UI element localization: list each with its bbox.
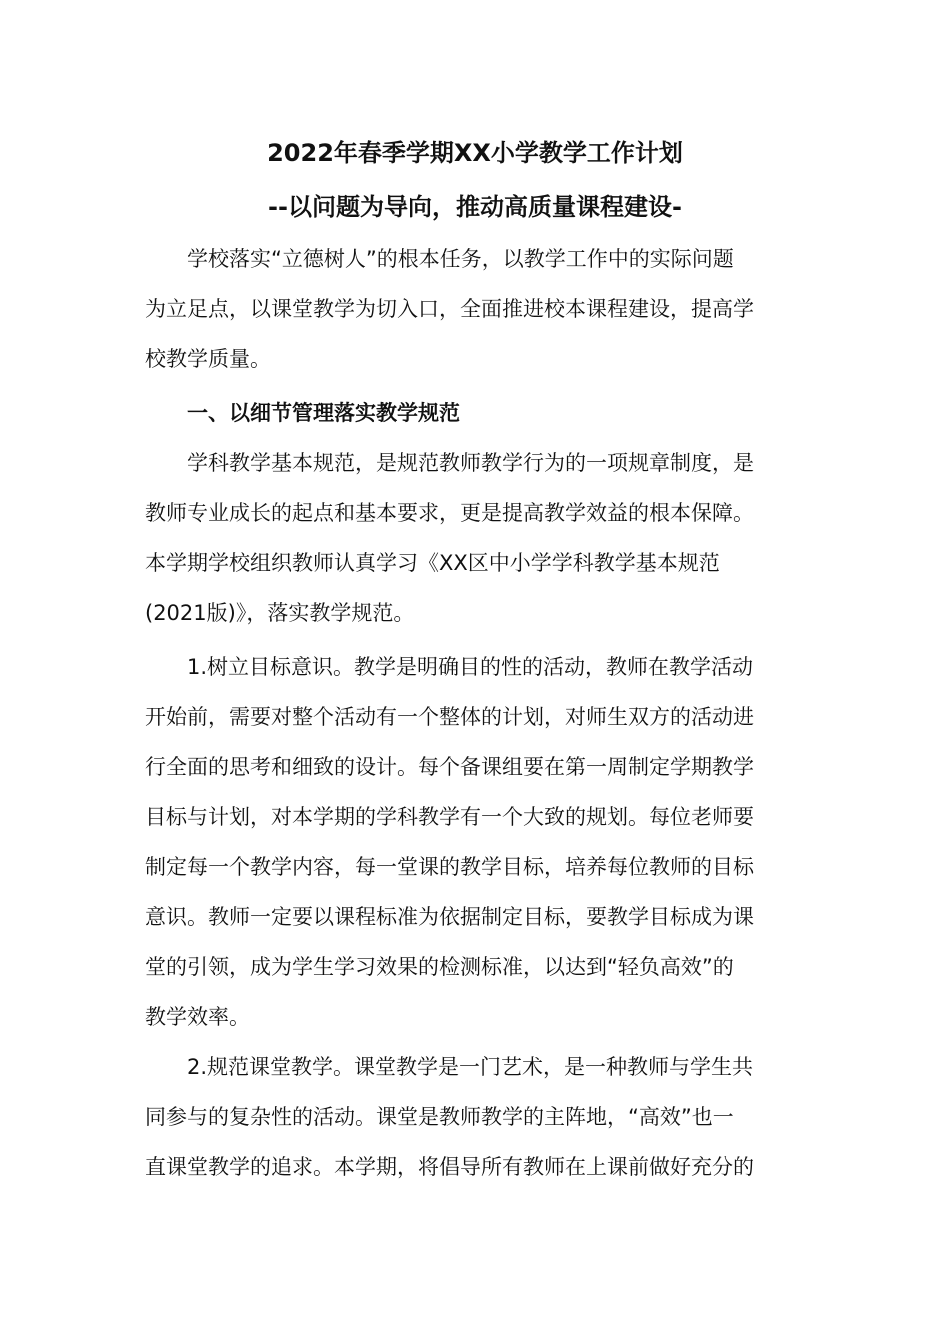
paragraph-standards: [145, 438, 795, 638]
paragraph-line: 行全面的思考和细致的设计。每个备课组要在第一周制定学期教学: [145, 755, 754, 779]
paragraph-line: 本学期学校组织教师认真学习《XX区中小学学科教学基本规范: [145, 551, 720, 575]
paragraph-intro: [145, 234, 795, 384]
paragraph-line: (2021版)》，落实教学规范。: [145, 601, 415, 625]
paragraph-line: 校教学质量。: [145, 347, 271, 371]
paragraph-goal-awareness: [145, 642, 795, 1042]
document-title: 2022年春季学期XX小学教学工作计划: [267, 139, 683, 167]
paragraph-line: 教学效率。: [145, 1005, 250, 1029]
paragraph-classroom-teaching: [145, 1042, 795, 1192]
paragraph-line: 教师专业成长的起点和基本要求，更是提高教学效益的根本保障。: [145, 501, 754, 525]
paragraph-line: 同参与的复杂性的活动。课堂是教师教学的主阵地，“高效”也一: [145, 1105, 734, 1129]
paragraph-line: 学校落实“立德树人”的根本任务，以教学工作中的实际问题: [187, 247, 734, 271]
document-subtitle: --以问题为导向，推动高质量课程建设-: [268, 193, 682, 221]
paragraph-line: 开始前，需要对整个活动有一个整体的计划，对师生双方的活动进: [145, 705, 754, 729]
paragraph-line: 意识。教师一定要以课程标准为依据制定目标，要教学目标成为课: [145, 905, 754, 929]
paragraph-line: 为立足点，以课堂教学为切入口，全面推进校本课程建设，提高学: [145, 297, 754, 321]
paragraph-line: 直课堂教学的追求。本学期，将倡导所有教师在上课前做好充分的: [145, 1155, 754, 1179]
paragraph-line: 目标与计划，对本学期的学科教学有一个大致的规划。每位老师要: [145, 805, 754, 829]
paragraph-line: 制定每一个教学内容，每一堂课的教学目标，培养每位教师的目标: [145, 855, 754, 879]
section-heading: 一、以细节管理落实教学规范: [187, 401, 460, 425]
paragraph-line: 堂的引领，成为学生学习效果的检测标准，以达到“轻负高效”的: [145, 955, 734, 979]
paragraph-line: 1.树立目标意识。教学是明确目的性的活动，教师在教学活动: [187, 655, 754, 679]
paragraph-line: 学科教学基本规范，是规范教师教学行为的一项规章制度，是: [187, 451, 754, 475]
paragraph-line: 2.规范课堂教学。课堂教学是一门艺术，是一种教师与学生共: [187, 1055, 754, 1079]
